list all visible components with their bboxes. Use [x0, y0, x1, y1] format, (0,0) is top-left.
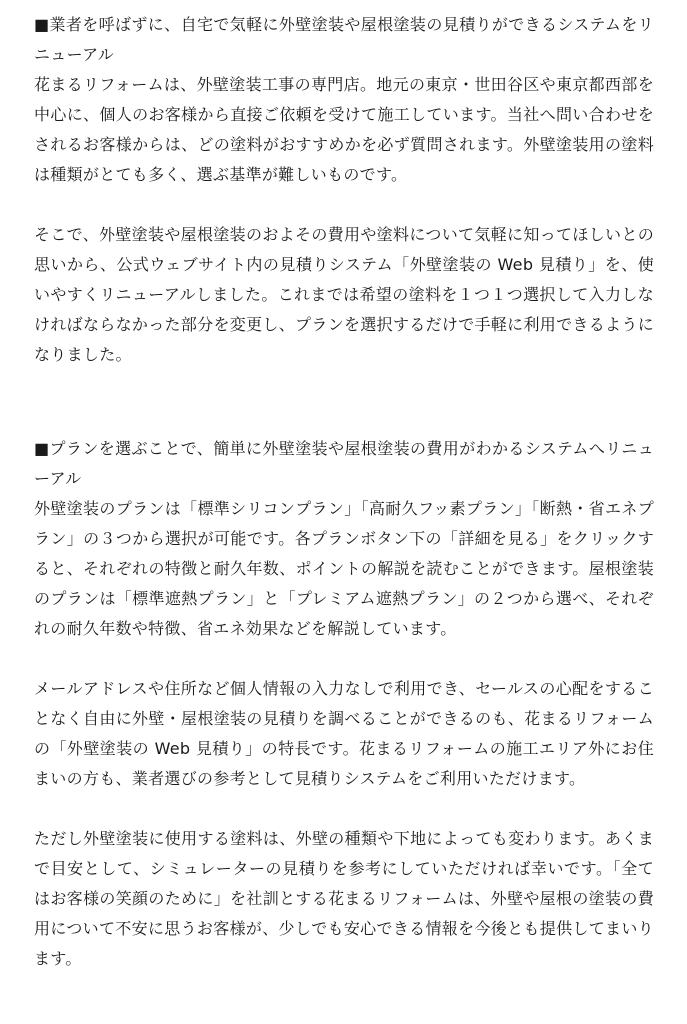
paragraph-spacer	[34, 190, 654, 220]
paragraph: 花まるリフォームは、外壁塗装工事の専門店。地元の東京・世田谷区や東京都西部を中心に、個人のお客様から直接ご依頼を受けて施工しています。当社へ問い合わせをされるお客様からは、どの塗料がおすすめかを必ず質問されます。外壁塗装用の塗料は種類がとても多く、選ぶ基準が難しいものです。	[34, 75, 654, 184]
paragraph: そこで、外壁塗装や屋根塗装のおよその費用や塗料について気軽に知ってほしいとの思いから、公式ウェブサイト内の見積りシステム「外壁塗装の Web 見積り」を、使いやすくリニューアルしました。これまでは希望の塗料を１つ１つ選択して入力しなければならなかった部分を変更し、プランを選択するだけで手軽に利用できるようになりました。	[34, 225, 654, 364]
section-plan-selection	[34, 434, 654, 974]
paragraph-spacer	[34, 794, 654, 824]
section-heading: ■業者を呼ばずに、自宅で気軽に外壁塗装や屋根塗装の見積りができるシステムをリニューアル	[34, 15, 654, 64]
paragraph-spacer	[34, 644, 654, 674]
paragraph: メールアドレスや住所など個人情報の入力なしで利用でき、セールスの心配をすることなく自由に外壁・屋根塗装の見積りを調べることができるのも、花まるリフォームの「外壁塗装の Web 見積り」の特長です。花まるリフォームの施工エリア外にお住まいの方も、業者選びの参考として見積りシステムをご利用いただけます。	[34, 679, 654, 788]
section-heading: ■プランを選ぶことで、簡単に外壁塗装や屋根塗装の費用がわかるシステムへリニューアル	[34, 439, 654, 488]
paragraph: ただし外壁塗装に使用する塗料は、外壁の種類や下地によっても変わります。あくまで目安として、シミュレーターの見積りを参考にしていただければ幸いです。「全てはお客様の笑顔のために」を社訓とする花まるリフォームは、外壁や屋根の塗装の費用について不安に思うお客様が、少しでも安心できる情報を今後とも提供してまいります。	[34, 829, 654, 968]
section-spacer	[34, 370, 654, 434]
document-page	[34, 10, 654, 974]
paragraph: 外壁塗装のプランは「標準シリコンプラン」「高耐久フッ素プラン」「断熱・省エネプラン」の３つから選択が可能です。各プランボタン下の「詳細を見る」をクリックすると、それぞれの特徴と耐久年数、ポイントの解説を読むことができます。屋根塗装のプランは「標準遮熱プラン」と「プレミアム遮熱プラン」の２つから選べ、それぞれの耐久年数や特徴、省エネ効果などを解説しています。	[34, 499, 654, 638]
section-web-estimate-renewal	[34, 10, 654, 370]
